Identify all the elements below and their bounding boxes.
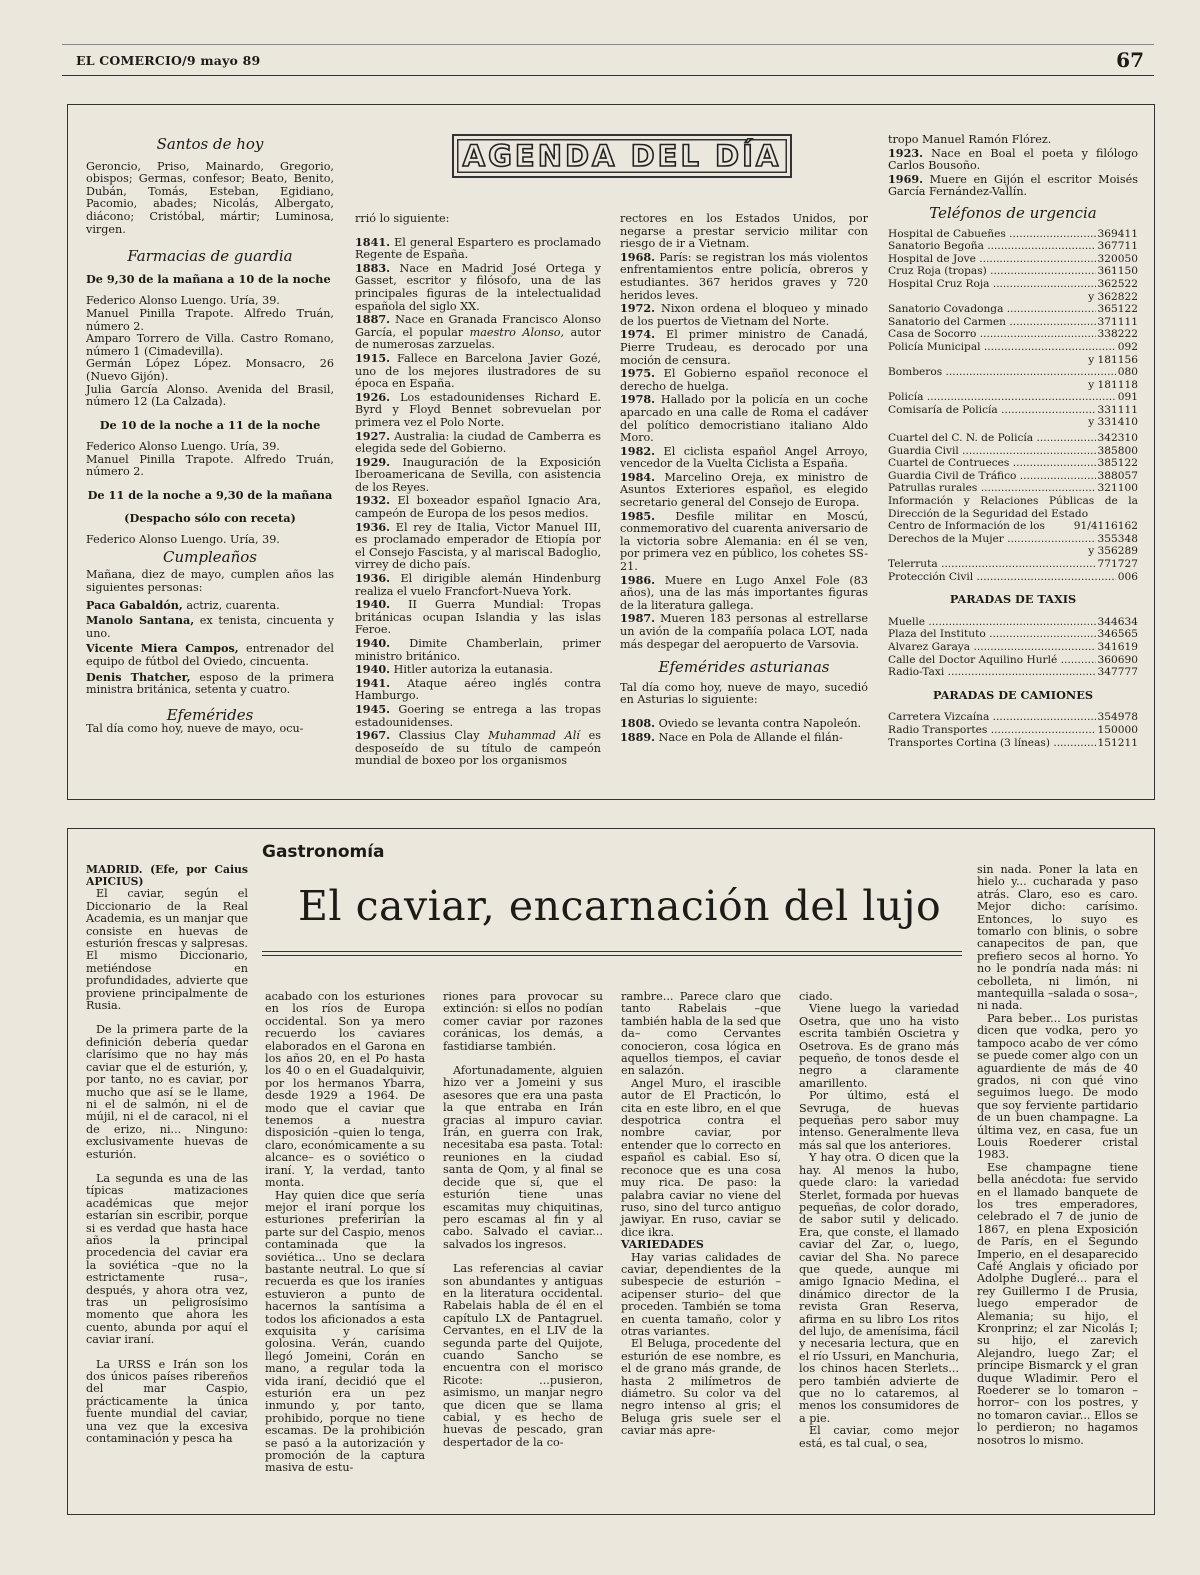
phone-row [888, 278, 1138, 291]
phone-name: Muelle ..... [888, 616, 1096, 629]
farmacia-entry: Germán López López. Monsacro, 26 (Nuevo Gijón). [86, 357, 334, 383]
headline-rule [262, 955, 962, 956]
article-paragraph: La segunda es una de las típicas matizaciones académicas que mejor estarían sin escribir, porque si es verdad que hasta hace años la principal procedencia del caviar era la soviética –que no la estrictamente rusa–, después, y ahora otra vez, tras un peligrosísimo momento que ahora les cuento, abunda por aquí el caviar iraní. [86, 1171, 248, 1347]
phone-row [888, 737, 1138, 750]
efemeride-entry: 1936. El dirigible alemán Hindenburg realiza el vuelo Francfort-Nueva York. [355, 571, 601, 598]
phone-number: 369411 [1097, 227, 1138, 240]
phone-name: Cruz Roja (tropas) ..... [888, 265, 1096, 278]
phone-number: 385800 [1097, 444, 1138, 457]
phone-row [888, 240, 1138, 253]
asturianas-list-2 [888, 147, 1138, 199]
phone-number: 771727 [1097, 558, 1138, 570]
phone-name: Hospital de Cabueñes ..... [888, 228, 1096, 241]
article-paragraph: El Beluga, procedente del esturión de ese nombre, es el de grano más grande, de hasta 2 milímetros de diámetro. Su color va del negro intenso al gris; el Beluga gris suele ser el caviar más apre- [621, 1337, 781, 1438]
person-name: Manolo Santana, [86, 613, 195, 628]
efemeride-entry: 1940. Dimite Chamberlain, primer ministro británico. [355, 636, 601, 663]
phone-name: Transportes Cortina (3 líneas) ..... [888, 737, 1096, 750]
cumpleanos-entry: Manolo Santana, ex tenista, cincuenta y uno. [86, 613, 334, 640]
phone-row [888, 533, 1138, 546]
efemeride-entry: 1841. El general Espartero es proclamado Regente de España. [355, 234, 601, 262]
phone-number: 347777 [1097, 666, 1138, 679]
taxis-heading: PARADAS DE TAXIS [949, 592, 1077, 607]
efemeride-year: 1927. [355, 428, 391, 443]
efemeride-year: 1923. [888, 145, 924, 160]
phone-name: Cuartel de Contrueces ..... [888, 457, 1096, 470]
phone-row [888, 711, 1138, 724]
page-number: 67 [1116, 48, 1144, 72]
article-paragraph: Afortunadamente, alguien hizo ver a Jomeini y sus asesores que era una pasta la que entraba en Irán gracias al impuro caviar. Irán, en guerra con Irak, necesitaba esa pasta. Total: reuniones en la ciudad santa de Qom, y al final se decide que sí, que el esturión tiene unas escamitas muy chiquitinas, pero escamas al fin y al cabo. Salvado el caviar... salvados los ingresos. [443, 1064, 603, 1251]
efemeride-entry: 1967. Classius Clay Muhammad Alí es desposeído de su título de campeón mundial de boxeo por los organismos [355, 728, 601, 768]
efemeride-year: 1969. [888, 171, 924, 186]
phone-name: Guardia Civil de Tráfico ..... [888, 470, 1096, 483]
phone-name: Información y Relaciones Públicas de la Dirección de la Seguridad del Estado [888, 495, 1138, 520]
article-column-4 [621, 991, 781, 1438]
article-paragraph: Las referencias al caviar son abundantes y antiguas en la literatura occidental. Rabelais habla de él en el capítulo LX de Pantagruel. Cervantes, en el LIV de la segunda parte del Quijote, cuando Sancho se encuentra con el morisco Ricote: ...pusieron, asimismo, un manjar negro que dicen que se llama cabial, y es hecho de huevas de pescado, gran despertador de la co- [443, 1262, 603, 1449]
phone-alt-number: y 356289 [1088, 545, 1138, 558]
cumpleanos-list [86, 599, 334, 697]
phone-name: Hospital de Jove ..... [888, 253, 1096, 266]
santos-text: Geroncio, Priso, Mainardo, Gregorio, obispos; Germas, confesor; Beato, Benito, Dubán, Tomás, Esteban, Egidiano, Pacomio, abades; Nicolás, Albergato, diácono; Cristóbal, mártir; Luminosa, virgen. [86, 159, 334, 236]
efemerides-asturianas-list [620, 717, 868, 744]
article-headline: El caviar, encarnación del lujo [298, 882, 942, 930]
phone-number: 91/4116162 [1073, 520, 1138, 533]
phone-name: Radio Transportes ..... [888, 724, 1096, 737]
efemeride-year: 1940. [355, 597, 391, 612]
phone-row [888, 470, 1138, 483]
phone-row [888, 228, 1138, 241]
efemeride-year: 1972. [620, 301, 656, 316]
efemeride-year: 1941. [355, 675, 391, 690]
efemerides-cont: rectores en los Estados Unidos, por negarse a prestar servicio militar con riesgo de ir a Vietnam. [620, 212, 868, 251]
efemeride-entry: 1945. Goering se entrega a las tropas estadounidenses. [355, 701, 601, 729]
efemeride-entry: 1926. Los estadounidenses Richard E. Byrd y Floyd Bennet sobrevuelan por primera vez el Polo Norte. [355, 389, 601, 429]
phone-name: Casa de Socorro ..... [888, 328, 1096, 341]
phone-name: Policía ..... [888, 391, 1116, 404]
efemeride-year: 1975. [620, 366, 656, 381]
phone-number: 346565 [1097, 628, 1138, 641]
phone-row [888, 366, 1138, 379]
cumpleanos-entry: Vicente Miera Campos, entrenador del equipo de fútbol del Oviedo, cincuenta. [86, 641, 334, 668]
article-paragraph: sin nada. Poner la lata en hielo y... cucharada y paso atrás. Claro, eso es caro. Mejor dicho: carísimo. Entonces, lo suyo es tomarlo con blinis, o sobre canapecitos de pan, que prefiero secos al horno. Yo no le pondría nada más: ni cebolleta, ni limón, ni mantequilla –salada o sosa–, ni nada. [977, 863, 1138, 1013]
phone-row [888, 404, 1138, 417]
farmacia-time: De 10 de la noche a 11 de la noche [99, 417, 321, 432]
phone-number: 321100 [1097, 482, 1138, 495]
phone-name: Calle del Doctor Aquilino Hurlé ..... [888, 654, 1096, 667]
cumpleanos-heading: Cumpleaños [163, 547, 257, 566]
phone-number: 338222 [1097, 328, 1138, 341]
santos-heading: Santos de hoy [156, 135, 264, 153]
efemeride-year: 1883. [355, 260, 391, 275]
phone-name: Telerruta ..... [888, 558, 1096, 571]
efemeride-entry: 1929. Inauguración de la Exposición Iberoamericana de Sevilla, con asistencia de los Reyes. [355, 454, 601, 494]
phone-name: Centro de Información de los [888, 520, 1045, 533]
efemeride-entry: 1969. Muere en Gijón el escritor Moisés García Fernández-Vallín. [888, 171, 1138, 199]
article-paragraph: De la primera parte de la definición debería quedar clarísimo que no hay más caviar que el de esturión, y, por tanto, no es caviar, por mucho que así se le llame, ni el de salmón, ni el de mújil, ni el de caracol, ni el de erizo, ni... Ninguno: exclusivamente huevas de esturión. [86, 1023, 248, 1161]
phone-row [888, 265, 1138, 278]
article-paragraph: Hay varias calidades de caviar, dependientes de la subespecie de esturión –acipenser sturio– del que proceden. También se toma en cuenta tamaño, color y otras variantes. [621, 1250, 781, 1338]
subheading: VARIEDADES [621, 1238, 704, 1252]
efemeride-entry: 1974. El primer ministro de Canadá, Pierre Trudeau, es derocado por una moción de censura. [620, 327, 868, 367]
efemeride-entry: 1923. Nace en Boal el poeta y filólogo Carlos Bousoño. [888, 145, 1138, 173]
cumpleanos-intro: Mañana, diez de mayo, cumplen años las siguientes personas: [86, 568, 334, 595]
article-paragraph: El caviar, según el Diccionario de la Real Academia, es un manjar que consiste en huevas de esturión frescas y salpresas. El mismo Diccionario, metiéndose en profundidades, advierte que proviene principalmente de Rusia. [86, 887, 248, 1013]
article-paragraph: ciado. [799, 990, 833, 1003]
efemeride-italic: maestro Alonso, [469, 325, 565, 339]
phone-row [888, 654, 1138, 667]
agenda-title: AGENDA DEL DÍA [452, 134, 792, 178]
efemeride-entry: 1883. Nace en Madrid José Ortega y Gasset, escritor y filósofo, una de las principales figuras de la intelectualidad española del siglo XX. [355, 260, 601, 313]
agenda-column-2 [355, 213, 601, 768]
phone-name: Sanatorio Covadonga ..... [888, 303, 1096, 316]
efemeride-entry: 1978. Hallado por la policía en un coche aparcado en una calle de Roma el cadáver del político democristiano italiano Aldo Moro. [620, 392, 868, 445]
article-paragraph: Por último, está el Sevruga, de huevas pequeñas pero sabor muy intenso. Generalmente lleva más sal que los anteriores. [799, 1089, 959, 1152]
phone-name: Sanatorio del Carmen ..... [888, 316, 1096, 329]
efemeride-year: 1967. [355, 728, 391, 743]
phone-row [888, 482, 1138, 495]
phone-number: 344634 [1097, 615, 1138, 628]
phone-number: 355348 [1097, 532, 1138, 545]
phone-alt-number: y 181118 [1088, 378, 1138, 391]
phone-name: Protección Civil ..... [888, 571, 1116, 584]
phone-name: Radio-Taxi ..... [888, 666, 1096, 679]
phone-name: Comisaría de Policía ..... [888, 404, 1096, 417]
article-paragraph: Hay quien dice que sería mejor el iraní porque los esturiones preferirían la parte sur del Caspio, menos contaminada que la soviética... Uno se declara bastante neutral. Lo que sí recuerda es que los iraníes estuvieron a punto de hacernos la santísima a todos los aficionados a esta exquisita y carísima golosina. Verán, cuando llegó Jomeini, Corán en mano, a regular toda la vida iraní, decidió que el esturión era un pez inmundo y, por tanto, prohibido, porque no tiene escamas. De la prohibición se pasó a la autorización y promoción de la captura masiva de estu- [265, 1188, 425, 1475]
efemeride-entry: 1982. El ciclista español Angel Arroyo, vencedor de la Vuelta Ciclista a España. [620, 443, 868, 471]
farmacia-time: De 9,30 de la mañana a 10 de la noche [86, 271, 331, 286]
efemerides-asturianas-heading: Efemérides asturianas [658, 658, 830, 677]
article-paragraph: La URSS e Irán son los dos únicos países ribereños del mar Caspio, prácticamente la única fuente mundial del caviar, una vez que la excesiva contaminación y pesca ha [86, 1357, 248, 1446]
efemeride-entry: 1940. II Guerra Mundial: Tropas británicas ocupan Islandia y las islas Feroe. [355, 597, 601, 637]
efemeride-entry: 1985. Desfile militar en Moscú, conmemorativo del cuarenta aniversario de la victoria sobre Alemania: en él se ven, por primera vez en público, los cohetes SS-21. [620, 508, 868, 574]
farmacia-time: De 11 de la noche a 9,30 de la mañana [87, 488, 333, 503]
article-column-3 [443, 991, 603, 1449]
efemeride-italic: Muhammad Alí [488, 729, 580, 743]
page-header [62, 44, 1154, 76]
phone-name: Patrullas rurales ..... [888, 482, 1096, 495]
phone-number: 371111 [1097, 315, 1138, 328]
phone-number: 006 [1117, 570, 1138, 583]
efemerides-intro-cont: rrió lo siguiente: [355, 212, 450, 225]
phone-number: 080 [1117, 366, 1138, 379]
phone-row [888, 316, 1138, 329]
efemerides-heading: Efemérides [166, 705, 254, 724]
efemeride-year: 1889. [620, 729, 656, 744]
phone-name: Plaza del Instituto ..... [888, 628, 1096, 641]
efemeride-year: 1987. [620, 611, 656, 626]
phone-row [888, 558, 1138, 571]
phone-number: 361150 [1097, 265, 1138, 278]
efemeride-year: 1915. [355, 350, 391, 365]
person-name: Paca Gabaldón, [86, 597, 183, 612]
efemeride-year: 1985. [620, 508, 656, 523]
efemerides-intro: Tal día como hoy, nueve de mayo, ocu- [86, 722, 304, 736]
phone-number: 091 [1117, 391, 1138, 404]
phone-number: 342310 [1097, 432, 1138, 445]
phone-name: Guardia Civil ..... [888, 445, 1096, 458]
efemeride-entry: 1932. El boxeador español Ignacio Ara, campeón de Europa de los pesos medios. [355, 493, 601, 521]
efemeride-year: 1968. [620, 249, 656, 264]
phone-number: 092 [1117, 340, 1138, 353]
efemerides-list-2 [620, 251, 868, 651]
phone-number: 362522 [1097, 277, 1138, 290]
agenda-column-3 [620, 213, 868, 744]
phone-number: 367711 [1097, 240, 1138, 253]
phone-alt-number: y 362822 [1088, 290, 1138, 303]
article-paragraph: El caviar, como mejor está, es tal cual, o sea, [799, 1424, 959, 1450]
phone-name: Bomberos ..... [888, 366, 1116, 379]
efemeride-entry: 1887. Nace en Granada Francisco Alonso García, el popular maestro Alonso, autor de numerosas zarzuelas. [355, 312, 601, 352]
efemeride-entry: 1987. Mueren 183 personas al estrellarse un avión de la compañía polaca LOT, nada más despegar del aeropuerto de Varsovia. [620, 611, 868, 651]
efemeride-year: 1984. [620, 469, 656, 484]
article-paragraph: Angel Muro, el irascible autor de El Practicón, lo cita en este libro, en el que despotrica contra el nombre caviar, por entender que lo correcto en español es cabial. Eso sí, reconoce que es una cosa muy rica. De paso: la palabra caviar no viene del ruso, sino del turco antiguo jawiyar. En ruso, caviar se dice ikra. [621, 1076, 781, 1239]
phone-number: 331111 [1097, 403, 1138, 416]
phone-name: Alvarez Garaya ..... [888, 641, 1096, 654]
article-column-2 [265, 991, 425, 1475]
efemeride-entry: 1808. Oviedo se levanta contra Napoleón. [620, 715, 862, 730]
article-paragraph: acabado con los esturiones en los ríos de Europa occidental. Son ya mero recuerdo los caviares elaborados en el Garona en los años 20, en el Po hasta los 40 o en el Guadalquivir, por los hermanos Ybarra, desde 1929 a 1964. De modo que el caviar que tenemos a nuestra disposición –quien lo tenga, claro, económicamente a su alcance– es o soviético o iraní. Y, la verdad, tanto monta. [265, 990, 425, 1190]
farmacia-entry: Manuel Pinilla Trapote. Alfredo Truán, número 2. [86, 306, 334, 333]
camiones-heading: PARADAS DE CAMIONES [932, 687, 1094, 702]
efemeride-year: 1945. [355, 701, 391, 716]
phone-row [888, 341, 1138, 354]
phone-number: 150000 [1097, 723, 1138, 736]
efemeride-year: 1974. [620, 327, 656, 342]
efemeride-year: 1841. [355, 234, 391, 249]
efemeride-entry: 1984. Marcelino Oreja, ex ministro de Asuntos Exteriores español, es elegido secretario general del Consejo de Europa. [620, 469, 868, 510]
efemeride-year: 1936. [355, 571, 391, 586]
article-column-6 [977, 864, 1138, 1447]
article-paragraph: riones para provocar su extinción: si ellos no podían comer caviar por razones coránicas, los demás, a fastidiarse también. [443, 990, 603, 1053]
agenda-column-1 [86, 134, 334, 736]
telefonos-heading: Teléfonos de urgencia [929, 203, 1097, 222]
article-paragraph: Y hay otra. O dicen que la hay. Al menos la hubo, quede claro: la variedad Sterlet, formada por huevas pequeñas, de color dorado, de sabor sutil y delicado. Era, que conste, el llamado caviar del Zar, o, luego, caviar del Sha. No parece que quede, aunque mi amigo Ignacio Medina, el dinámico director de la revista Gran Reserva, afirma en su libro Los ritos del lujo, de amenísima, fácil y necesaria lectura, que en el río Ussuri, en Manchuria, los chinos hacen Sterlets... pero también advierte de que no lo cataremos, al menos los consumidores de a pie. [799, 1151, 959, 1425]
phone-number: 385122 [1097, 457, 1138, 470]
efemeride-year: 1808. [620, 715, 656, 730]
phone-row [888, 571, 1138, 584]
farmacia-entry: Julia García Alonso. Avenida del Brasil, número 12 (La Calzada). [86, 382, 334, 409]
farmacia-note: (Despacho sólo con receta) [124, 510, 296, 525]
phone-name: Sanatorio Begoña ..... [888, 240, 1096, 253]
phone-name: Derechos de la Mujer ..... [888, 533, 1096, 546]
phone-number: 320050 [1097, 252, 1138, 265]
phone-number: 360690 [1097, 653, 1138, 666]
phone-row [888, 457, 1138, 470]
phone-alt-number: y 181156 [1088, 353, 1138, 366]
efemeride-entry: 1889. Nace en Pola de Allande el filán- [620, 729, 843, 744]
farmacia-entry: Amparo Torrero de Villa. Castro Romano, número 1 (Cimadevilla). [86, 332, 334, 358]
efemeride-entry: 1927. Australia: la ciudad de Camberra es elegida sede del Gobierno. [355, 428, 601, 456]
phone-row [888, 724, 1138, 737]
section-kicker: Gastronomía [262, 842, 385, 862]
article-paragraph: Para beber... Los puristas dicen que vodka, pero yo tampoco acabo de ver cómo se puede comer algo con un aguardiente de más de 40 grados, ni con qué vino seguimos luego. De modo que soy ferviente partidario de un buen champagne. La última vez, en casa, fue un Louis Roederer cristal 1983. [977, 1011, 1138, 1162]
efemeride-entry: 1968. París: se registran los más violentos enfrentamientos entre policía, obreros y estudiantes. 367 heridos graves y 720 heridos leves. [620, 249, 868, 302]
phone-row [888, 641, 1138, 654]
phone-row [888, 328, 1138, 341]
article-paragraph: Viene luego la variedad Osetra, que uno ha visto escrita también Oscietra y Osetrova. Es de grano más pequeño, de tonos desde el negro a claramente amarillento. [799, 1002, 959, 1090]
byline: MADRID. (Efe, por Caius APICIUS) [86, 863, 248, 889]
efemeride-year: 1936. [355, 519, 391, 534]
efemeride-year: 1926. [355, 389, 391, 404]
phone-name: Policía Municipal ..... [888, 341, 1116, 354]
efemeride-year: 1940. [355, 662, 391, 677]
agenda-column-4 [888, 134, 1138, 749]
article-paragraph: Ese champagne tiene bella anécdota: fue servido en el llamado banquete de los tres emperadores, celebrado el 7 de junio de 1867, en plena Exposición de París, en el Segundo Imperio, en el desaparecido Café Anglais y oficiado por Adolphe Dugleré... para el rey Guillermo I de Prusia, luego emperador de Alemania; su hijo, el Kronprinz; el zar Nicolás I; su hijo, el zarevich Alejandro, luego Zar; el príncipe Bismarck y el gran duque Wladimir. Pero el Roederer se lo tomaron –horror– con los postres, y no tomaron caviar... Ellos se lo perdieron; no hagamos nosotros lo mismo. [977, 1160, 1138, 1447]
phone-number: 354978 [1097, 711, 1138, 724]
efemeride-entry: 1940. Hitler autoriza la eutanasia. [355, 662, 553, 677]
phone-row [888, 628, 1138, 641]
efemeride-entry: 1941. Ataque aéreo inglés contra Hamburgo. [355, 675, 601, 703]
efemeride-entry: 1972. Nixon ordena el bloqueo y minado de los puertos de Vietnam del Norte. [620, 301, 868, 328]
headline-rule [262, 951, 962, 952]
phone-alt-number: y 331410 [1088, 416, 1138, 429]
farmacia-entry: Manuel Pinilla Trapote. Alfredo Truán, número 2. [86, 452, 334, 479]
phone-number: 388057 [1097, 469, 1138, 482]
article-column-1 [86, 864, 248, 1445]
cumpleanos-entry: Denis Thatcher, esposo de la primera ministra británica, setenta y cuatro. [86, 669, 335, 697]
farmacias-list [86, 273, 334, 547]
article-column-5 [799, 991, 959, 1450]
phone-row [888, 391, 1138, 404]
efemerides-asturianas-intro: Tal día como hoy, nueve de mayo, sucedió en Asturias lo siguiente: [620, 680, 868, 707]
efemeride-entry: 1915. Fallece en Barcelona Javier Gozé, uno de los mejores ilustradores de su época en España. [355, 350, 601, 391]
efemeride-year: 1978. [620, 392, 656, 407]
phone-number: 365122 [1097, 303, 1138, 316]
person-name: Denis Thatcher, [86, 669, 191, 684]
asturianas-cont: tropo Manuel Ramón Flórez. [888, 133, 1052, 146]
phone-number: 151211 [1097, 736, 1138, 749]
farmacias-heading: Farmacias de guardia [127, 247, 293, 266]
phone-name: Hospital Cruz Roja ..... [888, 278, 1096, 291]
farmacia-entry: Federico Alonso Luengo. Uría, 39. [86, 294, 280, 308]
efemeride-entry: 1986. Muere en Lugo Anxel Fole (83 años), una de las más importantes figuras de la literatura gallega. [620, 572, 868, 612]
phone-row [888, 445, 1138, 458]
phone-name: Cuartel del C. N. de Policía ..... [888, 432, 1096, 445]
telefonos-list [888, 228, 1138, 750]
efemeride-year: 1940. [355, 636, 391, 650]
newspaper-date: EL COMERCIO/9 mayo 89 [76, 53, 261, 68]
phone-row [888, 432, 1138, 445]
efemeride-year: 1982. [620, 443, 656, 458]
article-paragraph: rambre... Parece claro que tanto Rabelais –que también habla de la sed que da– como Cervantes conocieron, cosa lógica en aquellos tiempos, el caviar en salazón. [621, 990, 781, 1078]
efemeride-entry: 1975. El Gobierno español reconoce el derecho de huelga. [620, 366, 868, 393]
phone-row [888, 303, 1138, 316]
efemerides-list-1 [355, 236, 601, 768]
phone-row [888, 253, 1138, 266]
phone-row [888, 666, 1138, 679]
phone-number: 341619 [1097, 640, 1138, 653]
phone-row [888, 616, 1138, 629]
phone-name: Carretera Vizcaína ..... [888, 711, 1096, 724]
efemeride-year: 1929. [355, 454, 391, 469]
efemeride-year: 1986. [620, 572, 656, 587]
farmacia-entry: Federico Alonso Luengo. Uría, 39. [86, 533, 280, 547]
efemeride-entry: 1936. El rey de Italia, Victor Manuel III, es proclamado emperador de Etiopía por el Consejo Fascista, y al mariscal Badoglio, virrey de dicho país. [355, 519, 601, 572]
cumpleanos-entry: Paca Gabaldón, actriz, cuarenta. [86, 597, 280, 612]
farmacia-entry: Federico Alonso Luengo. Uría, 39. [86, 440, 280, 454]
efemeride-year: 1932. [355, 493, 391, 508]
efemeride-year: 1887. [355, 312, 391, 327]
person-name: Vicente Miera Campos, [86, 641, 239, 656]
